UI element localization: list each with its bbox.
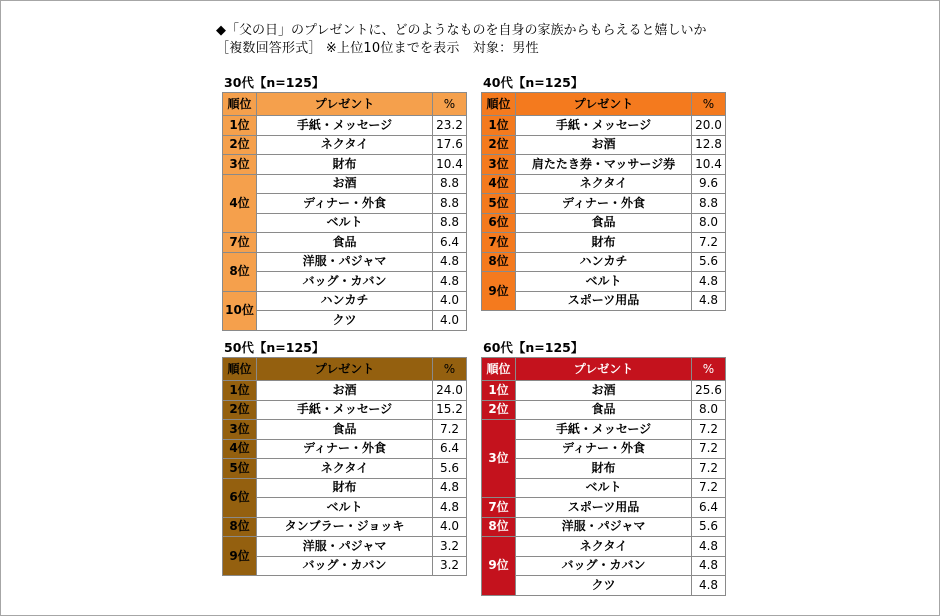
percent-cell: 9.6 [692,174,726,194]
table-row [482,252,726,272]
table-row [482,537,726,557]
percent-cell: 6.4 [433,439,467,459]
table-row [482,517,726,537]
percent-cell: 17.6 [433,135,467,155]
header-rank: 順位 [482,358,516,381]
percent-cell: 25.6 [692,381,726,401]
percent-cell: 10.4 [433,155,467,175]
table-row [223,213,467,233]
header-item: プレゼント [516,93,692,116]
rank-cell: 4位 [223,174,257,233]
ranking-table-30s [222,92,467,331]
present-cell: ベルト [257,498,433,518]
rank-cell: 5位 [223,459,257,479]
table-row [223,498,467,518]
table-row [223,420,467,440]
table-row [223,478,467,498]
present-cell: バッグ・カバン [516,556,692,576]
table-row [482,174,726,194]
percent-cell: 3.2 [433,537,467,557]
rank-cell: 4位 [482,174,516,194]
rank-cell: 10位 [223,291,257,330]
rank-cell: 2位 [223,400,257,420]
rank-cell: 1位 [223,381,257,401]
percent-cell: 20.0 [692,116,726,136]
table-row [482,478,726,498]
percent-cell: 8.8 [433,174,467,194]
table-row [482,272,726,292]
present-cell: ベルト [516,272,692,292]
rank-cell: 2位 [482,135,516,155]
header-rank: 順位 [223,358,257,381]
header-pct: % [692,358,726,381]
table-row [482,194,726,214]
table-header [223,93,467,116]
percent-cell: 7.2 [692,478,726,498]
table-row [482,291,726,311]
percent-cell: 4.0 [433,311,467,331]
table-header [482,93,726,116]
rank-cell: 9位 [482,537,516,596]
ranking-table-40s [481,92,726,311]
percent-cell: 23.2 [433,116,467,136]
percent-cell: 4.8 [692,537,726,557]
table-row [223,174,467,194]
percent-cell: 4.8 [692,291,726,311]
rank-cell: 6位 [482,213,516,233]
table-row [223,116,467,136]
percent-cell: 3.2 [433,556,467,576]
table-row [223,537,467,557]
present-cell: お酒 [257,174,433,194]
title-line-2: ［複数回答形式］ ※上位10位までを表示 対象：男性 [216,41,539,56]
table-header [223,358,467,381]
header-pct: % [433,93,467,116]
present-cell: 財布 [516,233,692,253]
percent-cell: 4.8 [433,252,467,272]
rank-cell: 1位 [482,116,516,136]
rank-cell: 9位 [223,537,257,576]
percent-cell: 7.2 [692,439,726,459]
table-row [482,420,726,440]
rank-cell: 9位 [482,272,516,311]
present-cell: ハンカチ [257,291,433,311]
present-cell: 財布 [516,459,692,479]
present-cell: ディナー・外食 [257,439,433,459]
present-cell: 肩たたき券・マッサージ券 [516,155,692,175]
header-pct: % [692,93,726,116]
rank-cell: 3位 [482,420,516,498]
table-row [223,155,467,175]
table-row [482,116,726,136]
title-line-1: ◆「父の日」のプレゼントに、どのようなものを自身の家族からもらえると嬉しいか [216,23,707,38]
present-cell: スポーツ用品 [516,498,692,518]
percent-cell: 8.0 [692,400,726,420]
percent-cell: 4.8 [433,498,467,518]
percent-cell: 10.4 [692,155,726,175]
header-item: プレゼント [257,358,433,381]
rank-cell: 3位 [223,155,257,175]
rank-cell: 8位 [223,252,257,291]
table-row [482,498,726,518]
caption-40s: 40代【n=125】 [483,75,584,90]
present-cell: ネクタイ [516,174,692,194]
table-row [223,272,467,292]
present-cell: 洋服・パジャマ [257,537,433,557]
present-cell: 食品 [516,213,692,233]
rank-cell: 8位 [223,517,257,537]
present-cell: お酒 [516,135,692,155]
table-row [223,556,467,576]
percent-cell: 7.2 [692,420,726,440]
caption-60s: 60代【n=125】 [483,340,584,355]
percent-cell: 15.2 [433,400,467,420]
percent-cell: 4.8 [433,478,467,498]
rank-cell: 8位 [482,252,516,272]
header-rank: 順位 [482,93,516,116]
rank-cell: 7位 [223,233,257,253]
percent-cell: 5.6 [433,459,467,479]
rank-cell: 3位 [482,155,516,175]
caption-50s: 50代【n=125】 [224,340,325,355]
table-row [482,556,726,576]
percent-cell: 6.4 [433,233,467,253]
present-cell: スポーツ用品 [516,291,692,311]
table-row [223,400,467,420]
table-row [482,439,726,459]
table-row [482,233,726,253]
present-cell: バッグ・カバン [257,556,433,576]
percent-cell: 5.6 [692,252,726,272]
rank-cell: 6位 [223,478,257,517]
present-cell: 手紙・メッセージ [257,400,433,420]
present-cell: ディナー・外食 [257,194,433,214]
ranking-table-60s [481,357,726,596]
table-row [482,213,726,233]
table-row [223,517,467,537]
percent-cell: 7.2 [433,420,467,440]
caption-30s: 30代【n=125】 [224,75,325,90]
header-rank: 順位 [223,93,257,116]
percent-cell: 4.8 [692,272,726,292]
present-cell: クツ [516,576,692,596]
present-cell: ネクタイ [516,537,692,557]
present-cell: 食品 [516,400,692,420]
rank-cell: 5位 [482,194,516,214]
rank-cell: 1位 [223,116,257,136]
present-cell: 食品 [257,233,433,253]
table-row [482,459,726,479]
percent-cell: 8.8 [433,213,467,233]
present-cell: お酒 [516,381,692,401]
percent-cell: 8.8 [433,194,467,214]
percent-cell: 8.8 [692,194,726,214]
present-cell: 洋服・パジャマ [257,252,433,272]
present-cell: バッグ・カバン [257,272,433,292]
header-item: プレゼント [257,93,433,116]
present-cell: 食品 [257,420,433,440]
present-cell: タンブラー・ジョッキ [257,517,433,537]
percent-cell: 4.8 [433,272,467,292]
header-pct: % [433,358,467,381]
percent-cell: 4.8 [692,556,726,576]
percent-cell: 12.8 [692,135,726,155]
present-cell: 手紙・メッセージ [516,420,692,440]
table-row [223,291,467,311]
table-row [482,381,726,401]
percent-cell: 7.2 [692,459,726,479]
rank-cell: 1位 [482,381,516,401]
rank-cell: 4位 [223,439,257,459]
table-row [482,400,726,420]
table-row [223,135,467,155]
table-row [223,459,467,479]
percent-cell: 24.0 [433,381,467,401]
rank-cell: 3位 [223,420,257,440]
table-row [482,135,726,155]
present-cell: ディナー・外食 [516,439,692,459]
table-row [482,155,726,175]
present-cell: ベルト [516,478,692,498]
rank-cell: 7位 [482,498,516,518]
present-cell: ネクタイ [257,135,433,155]
percent-cell: 4.0 [433,291,467,311]
table-row [223,194,467,214]
percent-cell: 4.0 [433,517,467,537]
page-title [216,22,706,58]
table-row [223,233,467,253]
present-cell: 手紙・メッセージ [516,116,692,136]
table-header [482,358,726,381]
percent-cell: 6.4 [692,498,726,518]
percent-cell: 5.6 [692,517,726,537]
rank-cell: 8位 [482,517,516,537]
percent-cell: 4.8 [692,576,726,596]
header-item: プレゼント [516,358,692,381]
present-cell: 洋服・パジャマ [516,517,692,537]
rank-cell: 2位 [223,135,257,155]
present-cell: 手紙・メッセージ [257,116,433,136]
present-cell: お酒 [257,381,433,401]
percent-cell: 7.2 [692,233,726,253]
present-cell: ディナー・外食 [516,194,692,214]
present-cell: ベルト [257,213,433,233]
table-row [223,439,467,459]
ranking-table-50s [222,357,467,576]
present-cell: 財布 [257,155,433,175]
rank-cell: 2位 [482,400,516,420]
present-cell: 財布 [257,478,433,498]
table-row [482,576,726,596]
table-row [223,252,467,272]
present-cell: ネクタイ [257,459,433,479]
table-row [223,311,467,331]
percent-cell: 8.0 [692,213,726,233]
rank-cell: 7位 [482,233,516,253]
present-cell: ハンカチ [516,252,692,272]
table-row [223,381,467,401]
present-cell: クツ [257,311,433,331]
